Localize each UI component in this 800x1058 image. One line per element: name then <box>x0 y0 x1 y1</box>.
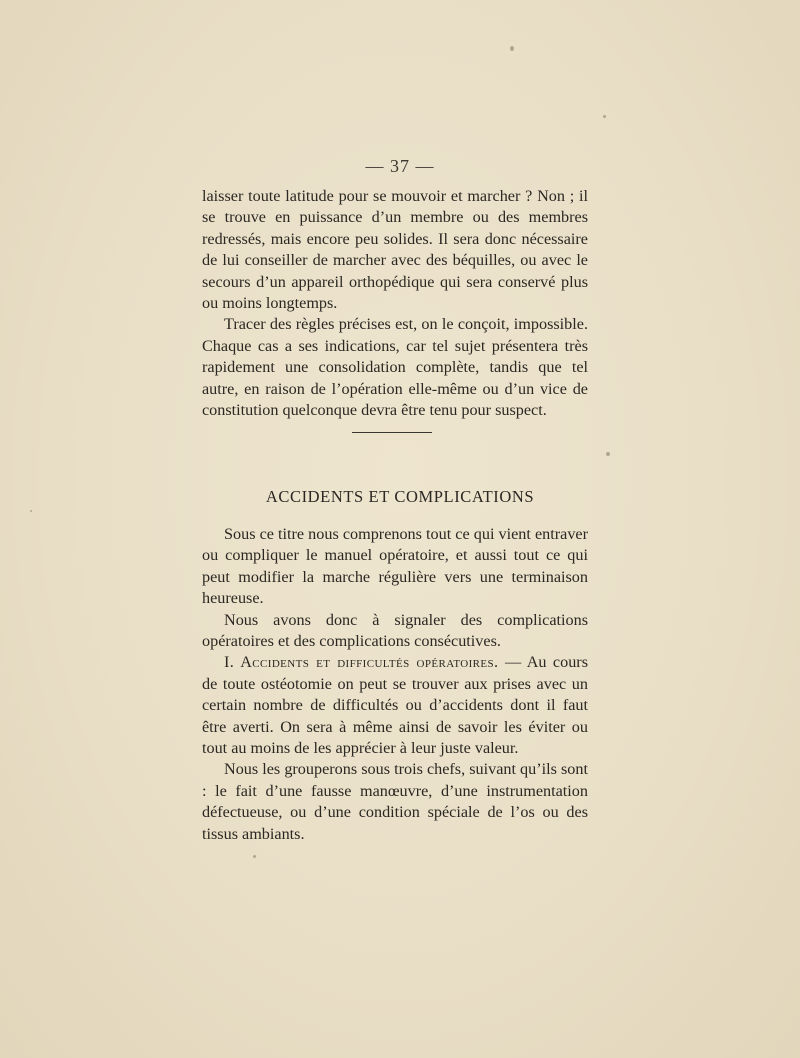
paragraph: Nous avons donc à signaler des complications opératoires et des complications consécutives. <box>202 610 588 651</box>
subsection-heading: I. Accidents et difficultés opératoires. <box>224 653 499 672</box>
section-divider <box>352 432 432 433</box>
page-number: — 37 — <box>365 156 435 176</box>
subsection-text: — Au cours de toute ostéotomie on peut se trouver aux prises avec un certain nombre de difficultés ou d’accidents dont il faut être averti. On sera à même ainsi de savoir les éviter ou tout au moins de les apprécier à leur juste valeur. <box>202 653 588 758</box>
paragraph: Nous les grouperons sous trois chefs, suivant qu’ils sont : le fait d’une fausse manœuvre, d’une instrumentation défectueuse, ou d’une condition spéciale de l’os ou des tissus ambiants. <box>202 760 588 843</box>
paragraph: Tracer des règles précises est, on le conçoit, impossible. Chaque cas a ses indications, car tel sujet présentera très rapidement une consolidation complète, tandis que tel autre, en raison de l’opération elle-même ou d’un vice de constitution quelconque devra être tenu pour suspect. <box>202 315 588 420</box>
paper-speck <box>606 452 610 456</box>
section-text-block <box>202 524 588 845</box>
paragraph-continuation: laisser toute latitude pour se mouvoir et marcher ? Non ; il se trouve en puissance d’un membre ou des membres redressés, mais encore peu solides. Il sera donc nécessaire de lui conseiller de marcher avec des béquilles, ou avec le secours d’un appareil orthopédique qui sera conservé plus ou moins longtemps. <box>202 187 588 313</box>
paper-speck <box>603 115 606 118</box>
paper-speck <box>510 46 514 51</box>
section-title: ACCIDENTS ET COMPLICATIONS <box>265 487 535 506</box>
subsection-paragraph <box>202 652 588 759</box>
paper-speck <box>30 510 32 512</box>
paper-speck <box>253 855 256 858</box>
top-text-block <box>202 186 588 421</box>
paragraph: Sous ce titre nous comprenons tout ce qui vient entraver ou compliquer le manuel opératoire, et aussi tout ce qui peut modifier la marche régulière vers une terminaison heureuse. <box>202 525 588 608</box>
